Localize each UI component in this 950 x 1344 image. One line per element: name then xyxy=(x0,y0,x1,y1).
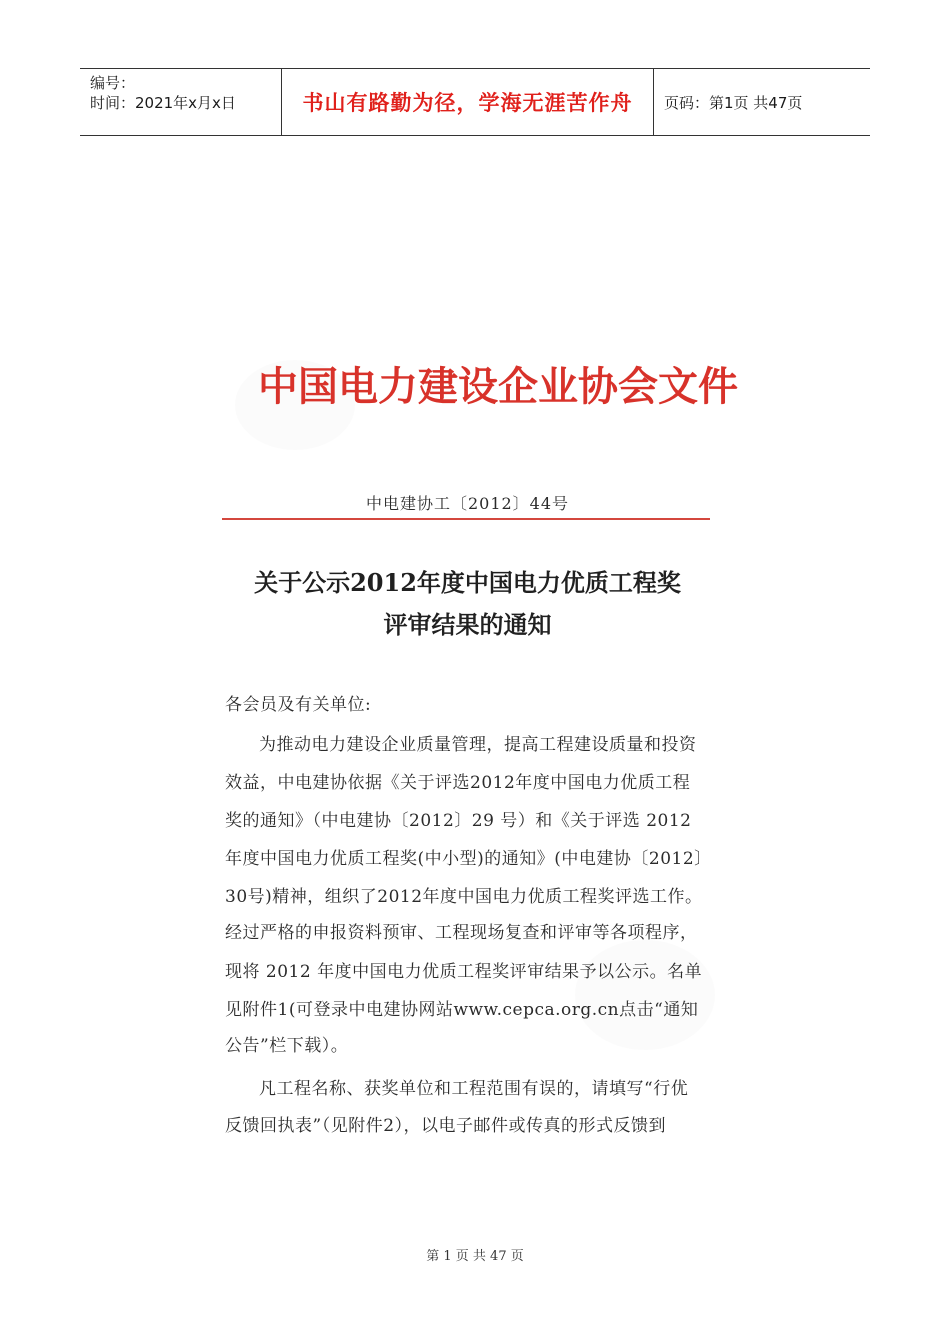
body-line: 反馈回执表”（见附件2），以电子邮件或传真的形式反馈到 xyxy=(225,1116,667,1136)
notice-title-line-2: 评审结果的通知 xyxy=(383,610,552,639)
body-line: 凡工程名称、获奖单位和工程范围有误的，请填写“行优 xyxy=(259,1079,689,1099)
red-divider-line xyxy=(222,518,710,520)
number-label: 编号： xyxy=(90,74,136,92)
header-page-cell xyxy=(654,69,870,135)
salutation: 各会员及有关单位: xyxy=(225,695,372,715)
page-footer: 第 1 页 共 47 页 xyxy=(426,1249,524,1264)
body-line: 见附件1(可登录中电建协网站www.cepca.org.cn点击“通知 xyxy=(225,1000,699,1020)
body-line: 现将 2012 年度中国电力优质工程奖评审结果予以公示。名单 xyxy=(225,962,703,982)
page-label: 页码：第1页 共47页 xyxy=(664,93,803,112)
body-line: 经过严格的申报资料预审、工程现场复查和评审等各项程序， xyxy=(225,923,698,943)
time-label: 时间：2021年x月x日 xyxy=(90,94,236,112)
body-line: 30号)精神，组织了2012年度中国电力优质工程奖评选工作。 xyxy=(225,887,703,907)
body-line: 效益，中电建协依据《关于评选2012年度中国电力优质工程 xyxy=(225,773,691,793)
notice-title-line-1: 关于公示2012年度中国电力优质工程奖 xyxy=(254,568,681,597)
header-motto-cell xyxy=(282,69,654,135)
document-number: 中电建协工〔2012〕44号 xyxy=(365,494,570,513)
page-header xyxy=(80,68,870,136)
body-line: 年度中国电力优质工程奖(中小型)的通知》(中电建协〔2012〕 xyxy=(225,849,712,869)
motto-text: 书山有路勤为径，学海无涯苦作舟 xyxy=(302,91,633,115)
header-info-cell xyxy=(80,69,282,135)
body-line: 公告”栏下载）。 xyxy=(225,1036,349,1056)
body-line: 为推动电力建设企业质量管理，提高工程建设质量和投资 xyxy=(259,735,697,755)
body-line: 奖的通知》（中电建协〔2012〕29 号）和《关于评选 2012 xyxy=(225,811,692,831)
org-document-title: 中国电力建设企业协会文件 xyxy=(258,363,738,410)
